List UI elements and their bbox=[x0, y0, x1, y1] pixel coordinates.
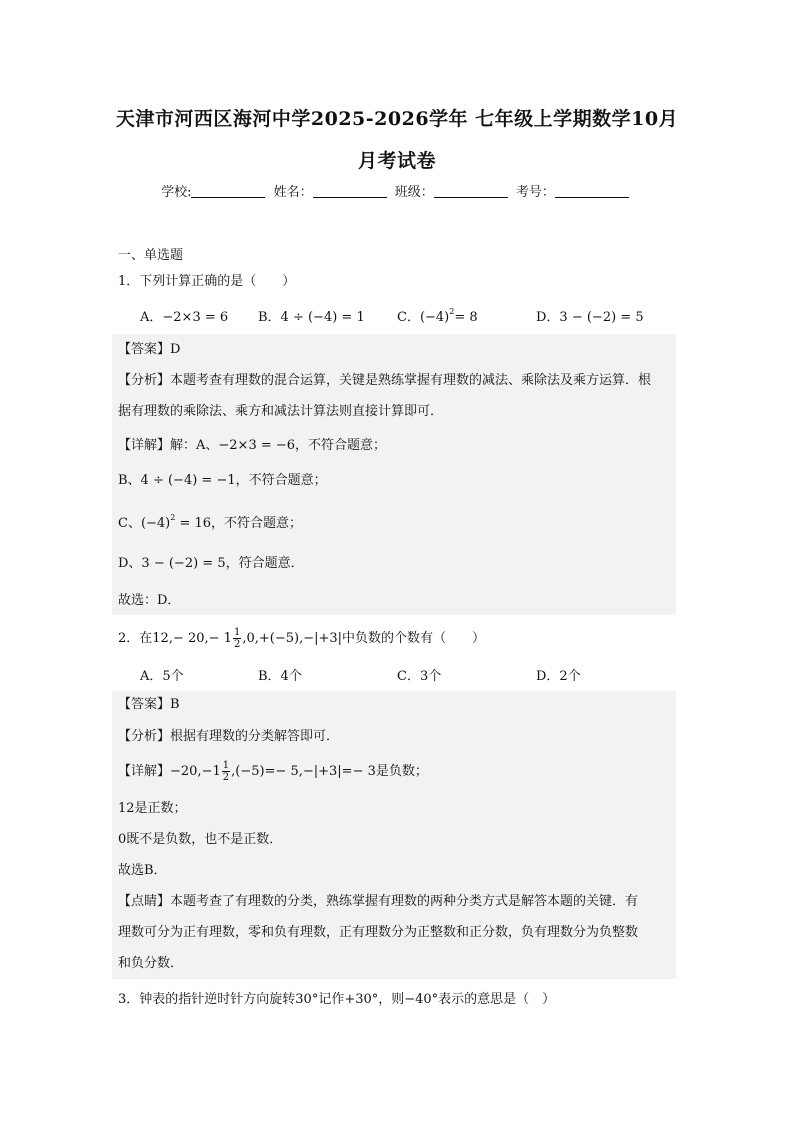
q2-stem-fraction bbox=[233, 627, 241, 650]
class-label: 班级： bbox=[394, 185, 434, 200]
q2-detail bbox=[118, 760, 674, 783]
q2-line-positive: 12是正数； bbox=[118, 801, 187, 816]
q2-line-zero: 0既不是负数，也不是正数． bbox=[118, 832, 283, 847]
q1-option-b: B．4 ÷ (−4) = 1 bbox=[258, 310, 365, 325]
q2-comment-line3: 和负分数． bbox=[118, 956, 184, 971]
q1-detail-c-exponent: 2 bbox=[170, 513, 176, 522]
q1-option-c-result: = 8 bbox=[454, 310, 478, 325]
q2-option-b: B．4个 bbox=[258, 669, 302, 684]
q2-choice: 故选B． bbox=[118, 863, 167, 878]
school-label: 学校: bbox=[161, 185, 192, 200]
class-blank bbox=[434, 185, 508, 198]
q2-stem-fraction-num: 1 bbox=[233, 627, 241, 638]
q3-stem: 3．钟表的指针逆时针方向旋转30°记作+30°，则−40°表示的意思是（ ） bbox=[118, 992, 556, 1007]
student-info-row bbox=[0, 181, 794, 200]
q2-comment-line1: 【点睛】本题考查了有理数的分类，熟练掌握有理数的两种分类方式是解答本题的关键．有 bbox=[118, 894, 639, 909]
q2-detail-fraction-num: 1 bbox=[222, 760, 230, 771]
q2-stem-tail: ,0,+(−5),−|+3|中负数的个数有（ ） bbox=[242, 631, 486, 646]
exam-number-blank bbox=[555, 185, 629, 198]
section-heading: 一、单选题 bbox=[118, 248, 184, 263]
q1-detail-b: B、4 ÷ (−4) = −1，不符合题意； bbox=[118, 473, 327, 488]
name-blank bbox=[313, 185, 387, 198]
q2-detail-fraction-den: 2 bbox=[222, 772, 230, 783]
q1-detail-c-base: C、(−4) bbox=[118, 516, 171, 531]
q2-detail-fraction bbox=[222, 760, 230, 783]
q1-stem: 1．下列计算正确的是（ ） bbox=[118, 274, 296, 289]
q1-analysis-line2: 据有理数的乘除法、乘方和减法计算法则直接计算即可． bbox=[118, 404, 444, 419]
q2-comment-line2: 理数可分为正有理数，零和负有理数，正有理数分为正整数和正分数，负有理数分为负整数 bbox=[118, 925, 639, 940]
exam-number-label: 考号： bbox=[515, 185, 555, 200]
q1-option-d: D．3 − (−2) = 5 bbox=[536, 310, 644, 325]
school-blank bbox=[191, 185, 265, 198]
q2-option-d: D．2个 bbox=[536, 669, 581, 684]
q1-analysis-line1: 【分析】本题考查有理数的混合运算，关键是熟练掌握有理数的减法、乘除法及乘方运算．根 bbox=[118, 373, 652, 388]
q2-detail-tail: ,(−5)=− 5,−|+3|=− 3是负数； bbox=[231, 764, 428, 779]
q2-detail-head: 【详解】−20,−1 bbox=[118, 764, 221, 779]
q1-detail-d: D、3 − (−2) = 5，符合题意． bbox=[118, 556, 304, 571]
q1-option-a: A．−2×3 = 6 bbox=[140, 310, 229, 325]
q2-answer: 【答案】B bbox=[118, 697, 180, 712]
name-label: 姓名： bbox=[273, 185, 313, 200]
q1-option-c-base: C．(−4) bbox=[397, 310, 450, 325]
q2-option-a: A．5个 bbox=[140, 669, 184, 684]
exam-title-line2: 月考试卷 bbox=[357, 150, 436, 172]
q2-stem-head: 2．在12,− 20,− 1 bbox=[118, 631, 232, 646]
q2-analysis: 【分析】根据有理数的分类解答即可． bbox=[118, 729, 340, 744]
q2-option-c: C．3个 bbox=[397, 669, 442, 684]
q1-detail-c bbox=[118, 512, 674, 534]
q1-answer: 【答案】D bbox=[118, 342, 181, 357]
q2-stem-fraction-den: 2 bbox=[233, 639, 241, 650]
q1-option-c bbox=[397, 306, 478, 325]
q1-option-c-exponent: 2 bbox=[449, 307, 455, 316]
q1-choice: 故选：D． bbox=[118, 593, 181, 608]
q2-stem bbox=[118, 627, 485, 650]
exam-title-line1: 天津市河西区海河中学2025-2026学年 七年级上学期数学10月 bbox=[115, 108, 679, 130]
q1-detail-a: 【详解】解：A、−2×3 = −6，不符合题意； bbox=[118, 438, 387, 453]
q1-detail-c-result: = 16，不符合题意； bbox=[175, 516, 303, 531]
